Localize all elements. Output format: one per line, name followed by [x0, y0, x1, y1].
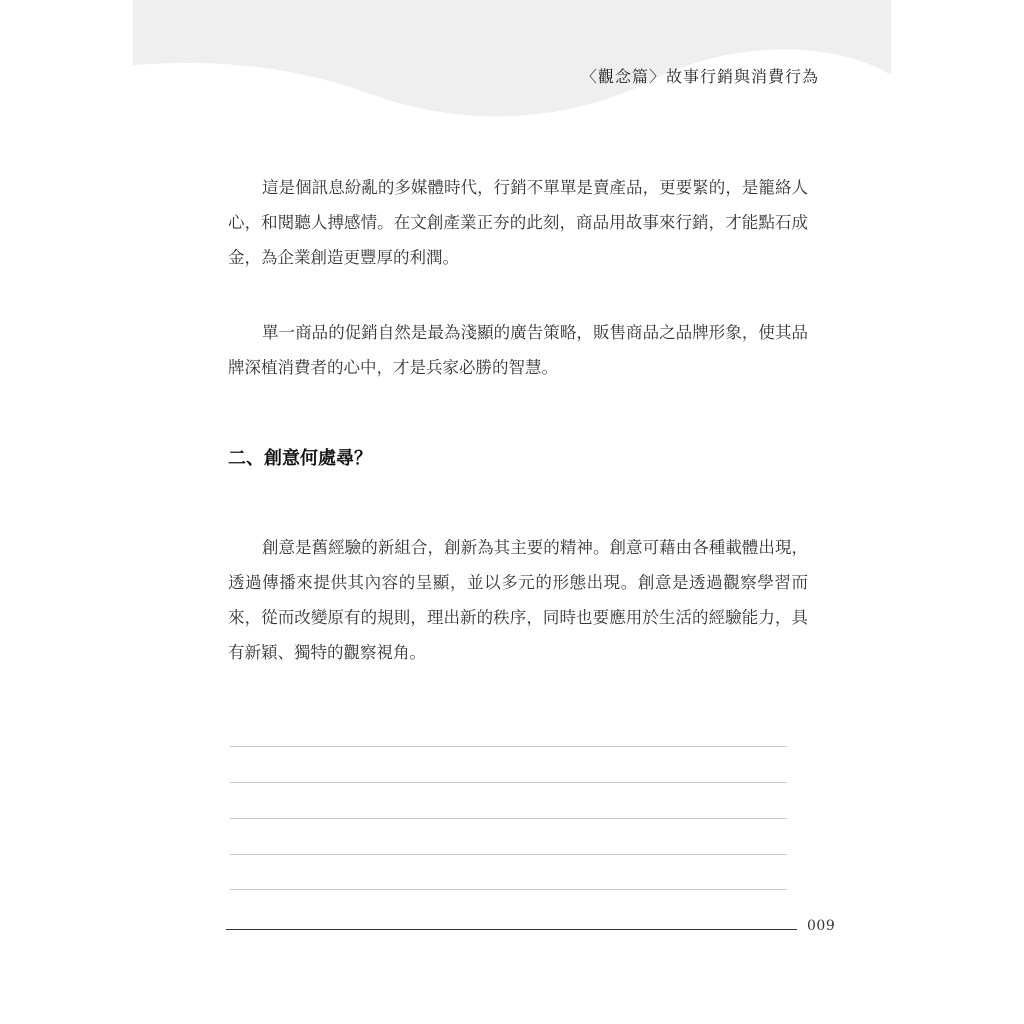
- note-line: [230, 782, 787, 783]
- note-line: [230, 889, 787, 890]
- footer-rule: [226, 929, 797, 930]
- note-line: [230, 746, 787, 747]
- note-line: [230, 818, 787, 819]
- wave-shape: [133, 0, 891, 116]
- book-page: [133, 0, 891, 1024]
- note-line: [230, 854, 787, 855]
- running-header-title: 〈觀念篇〉故事行銷與消費行為: [580, 67, 819, 86]
- page-number: 009: [807, 918, 836, 934]
- section-heading: 二、創意何處尋？: [228, 448, 372, 469]
- section-paragraph: 創意是舊經驗的新組合，創新為其主要的精神。創意可藉由各種載體出現，透過傳播來提供其內容的呈顯，並以多元的形態出現。創意是透過觀察學習而來，從而改變原有的規則，理出新的秩序，同時也要應用於生活的經驗能力，具有新穎、獨特的觀察視角。: [228, 537, 808, 662]
- paragraph-1: 這是個訊息紛亂的多媒體時代，行銷不單單是賣產品，更要緊的，是籠絡人心，和閱聽人搏感情。在文創產業正夯的此刻，商品用故事來行銷，才能點石成金，為企業創造更豐厚的利潤。: [228, 177, 808, 267]
- paragraph-2: 單一商品的促銷自然是最為淺顯的廣告策略，販售商品之品牌形象，使其品牌深植消費者的心中，才是兵家必勝的智慧。: [228, 322, 808, 377]
